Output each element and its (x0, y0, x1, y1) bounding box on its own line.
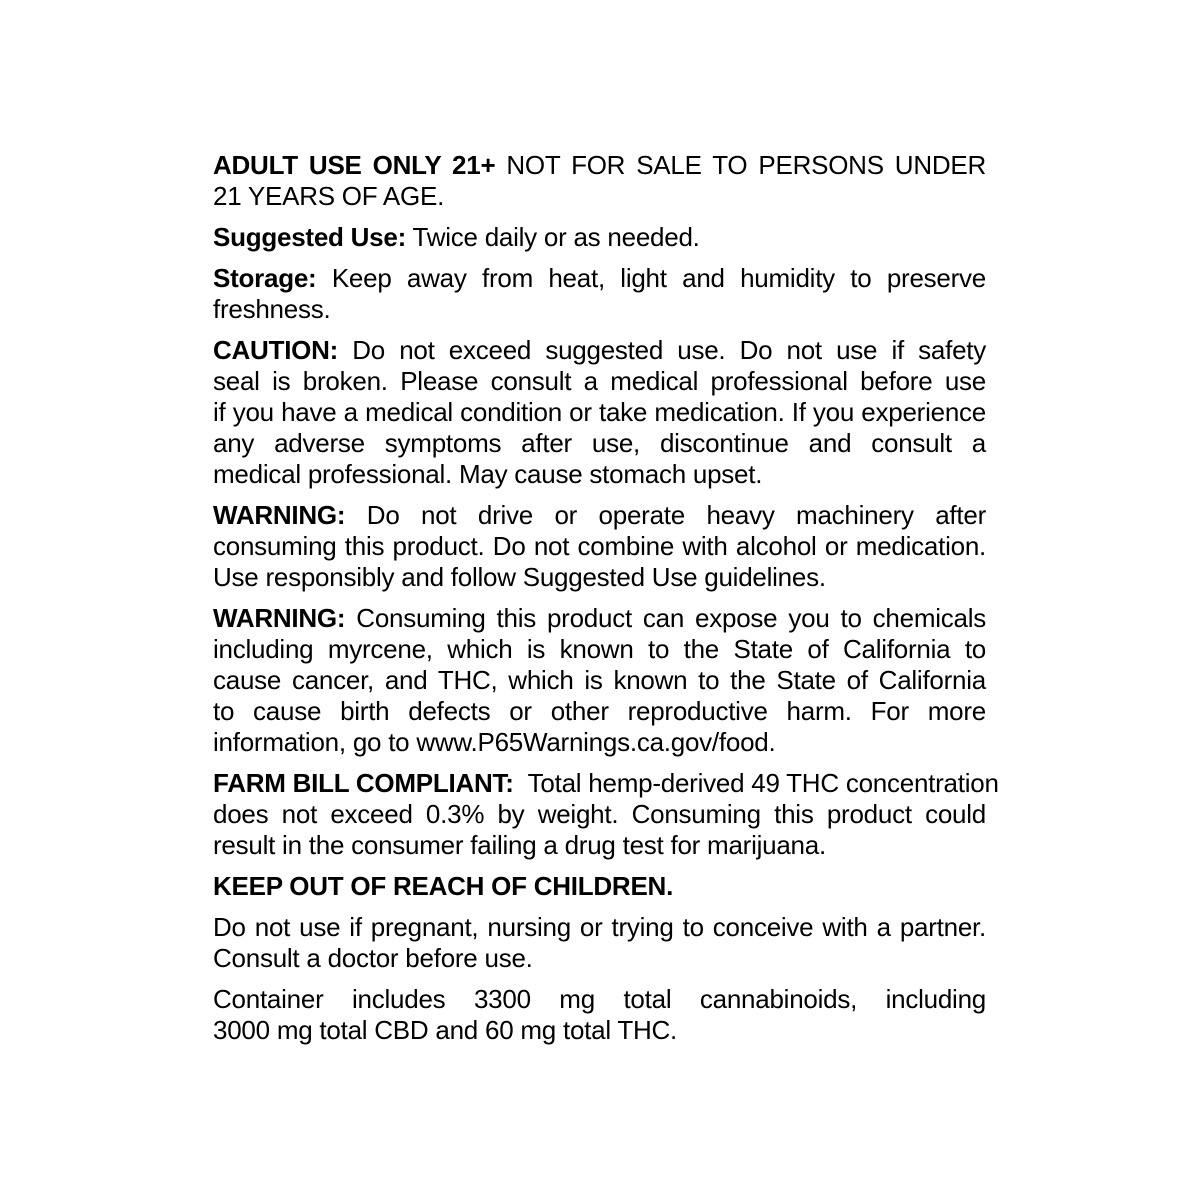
label-line (213, 768, 999, 799)
line-text: Do not drive or operate heavy machinery after (345, 500, 986, 530)
label-line: any adverse symptoms after use, discontinue and consult a (213, 428, 986, 458)
label-line: cause cancer, and THC, which is known to the State of California (213, 665, 986, 695)
label-line: 21 YEARS OF AGE. (213, 181, 445, 211)
paragraph-storage (213, 263, 986, 325)
paragraph-keep-out-of-reach (213, 871, 986, 902)
line-text: NOT FOR SALE TO PERSONS UNDER (495, 150, 986, 180)
paragraph-suggested-use (213, 222, 986, 253)
label-line: including myrcene, which is known to the State of California to (213, 634, 986, 664)
paragraph-warning-prop65 (213, 603, 986, 758)
line-text: Total hemp-derived 49 THC concentration (513, 768, 999, 798)
label-line: Use responsibly and follow Suggested Use guidelines. (213, 562, 826, 592)
line-text: Keep away from heat, light and humidity to preserve (316, 263, 986, 293)
label-line: Consult a doctor before use. (213, 943, 533, 973)
bold-lead-farm-bill: FARM BILL COMPLIANT: (213, 768, 514, 798)
label-line (213, 222, 986, 253)
paragraph-caution (213, 335, 986, 490)
label-line: 3000 mg total CBD and 60 mg total THC. (213, 1015, 678, 1045)
bold-lead-adult-use: ADULT USE ONLY 21+ (213, 150, 496, 180)
label-line: does not exceed 0.3% by weight. Consuming this product could (213, 799, 986, 829)
label-line: medical professional. May cause stomach upset. (213, 459, 763, 489)
paragraph-pregnancy (213, 912, 986, 974)
bold-lead-caution: CAUTION: (213, 335, 339, 365)
line-text: Consuming this product can expose you to chemicals (345, 603, 986, 633)
paragraph-farm-bill (213, 768, 999, 861)
label-line: seal is broken. Please consult a medical professional before use (213, 366, 986, 396)
label-line: to cause birth defects or other reproductive harm. For more (213, 696, 986, 726)
paragraph-container-contents (213, 984, 986, 1046)
label-line: consuming this product. Do not combine with alcohol or medication. (213, 531, 986, 561)
label-line: information, go to www.P65Warnings.ca.gov/food. (213, 727, 776, 757)
label-line (213, 150, 986, 181)
bold-lead-suggested-use: Suggested Use: (213, 222, 406, 252)
label-line: freshness. (213, 294, 331, 324)
paragraph-warning-machinery (213, 500, 986, 593)
line-text: Do not exceed suggested use. Do not use if safety (338, 335, 986, 365)
label-line: Container includes 3300 mg total cannabinoids, including (213, 984, 986, 1014)
bold-lead-warning-machinery: WARNING: (213, 500, 346, 530)
label-sheet (213, 150, 999, 1056)
label-line (213, 263, 986, 294)
paragraph-adult-use-only (213, 150, 986, 212)
label-line (213, 500, 986, 531)
label-line: result in the consumer failing a drug test for marijuana. (213, 830, 826, 860)
bold-keep-out-of-reach: KEEP OUT OF REACH OF CHILDREN. (213, 871, 674, 901)
bold-lead-warning-prop65: WARNING: (213, 603, 346, 633)
bold-lead-storage: Storage: (213, 263, 317, 293)
label-line (213, 871, 986, 902)
label-line (213, 335, 986, 366)
line-text: Twice daily or as needed. (406, 222, 700, 252)
label-line (213, 603, 986, 634)
label-line: if you have a medical condition or take medication. If you experience (213, 397, 986, 427)
label-line: Do not use if pregnant, nursing or trying to conceive with a partner. (213, 912, 986, 942)
